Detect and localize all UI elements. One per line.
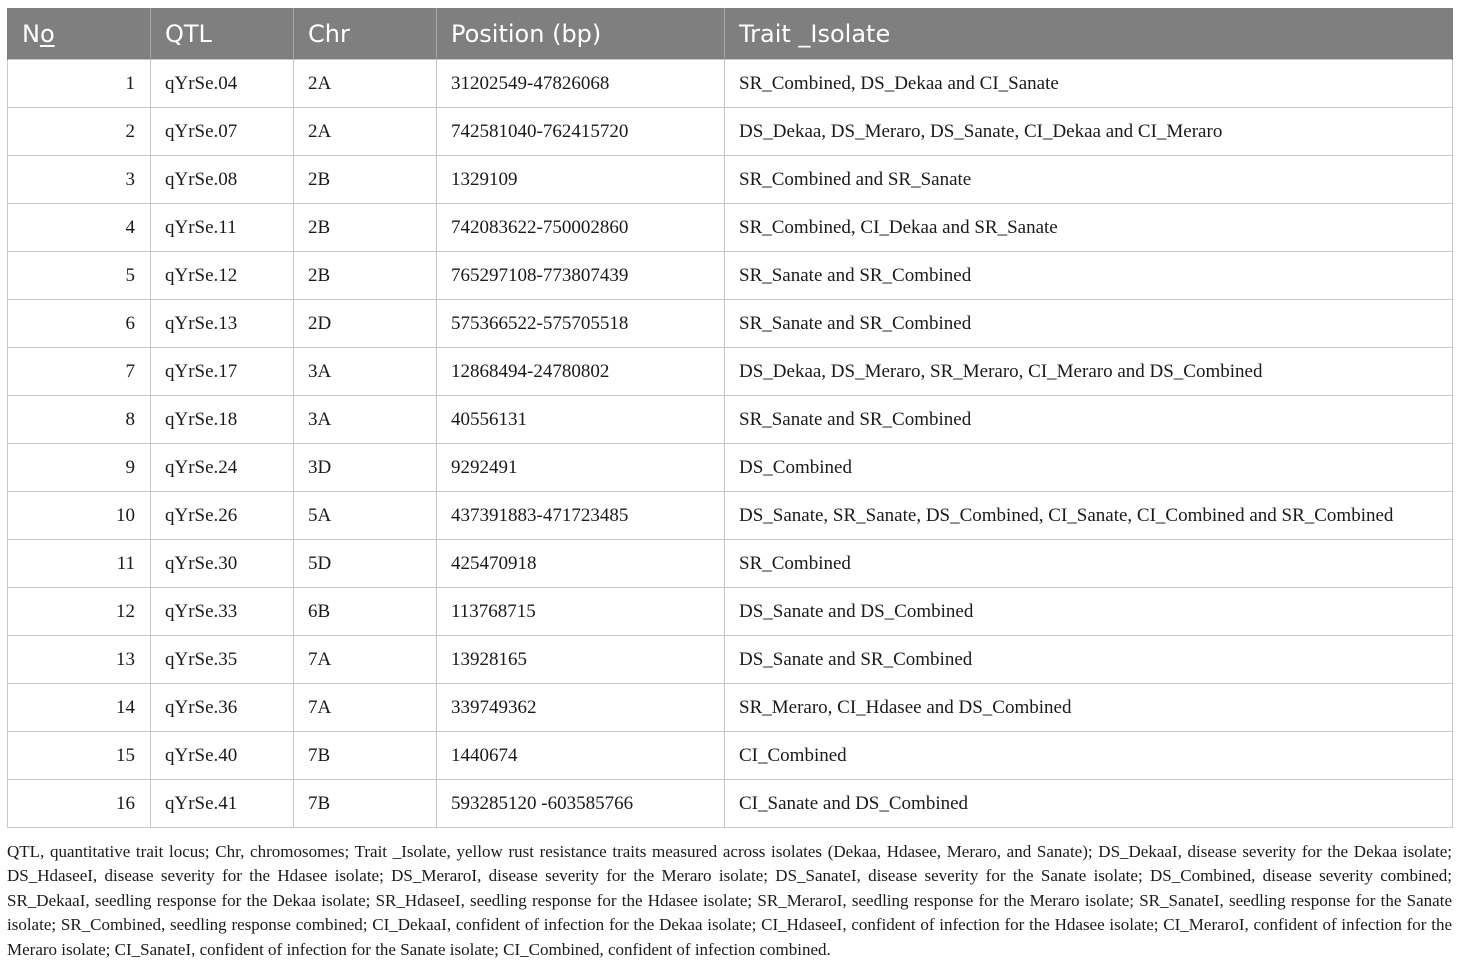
cell-trait: SR_Sanate and SR_Combined xyxy=(725,396,1453,444)
cell-position: 40556131 xyxy=(437,396,725,444)
cell-chr: 7B xyxy=(294,732,437,780)
table-row xyxy=(8,444,1453,492)
cell-position: 12868494-24780802 xyxy=(437,348,725,396)
table-row xyxy=(8,252,1453,300)
cell-qtl: qYrSe.33 xyxy=(151,588,294,636)
cell-no: 2 xyxy=(8,108,151,156)
cell-no: 15 xyxy=(8,732,151,780)
cell-qtl: qYrSe.30 xyxy=(151,540,294,588)
cell-position: 765297108-773807439 xyxy=(437,252,725,300)
cell-qtl: qYrSe.35 xyxy=(151,636,294,684)
cell-chr: 2A xyxy=(294,60,437,108)
table-row xyxy=(8,156,1453,204)
cell-no: 10 xyxy=(8,492,151,540)
cell-no: 14 xyxy=(8,684,151,732)
cell-no: 4 xyxy=(8,204,151,252)
table-header-row xyxy=(8,8,1453,60)
qtl-table-container xyxy=(7,8,1452,828)
table-row xyxy=(8,204,1453,252)
table-row xyxy=(8,588,1453,636)
cell-position: 575366522-575705518 xyxy=(437,300,725,348)
table-row xyxy=(8,540,1453,588)
cell-qtl: qYrSe.13 xyxy=(151,300,294,348)
cell-qtl: qYrSe.11 xyxy=(151,204,294,252)
cell-chr: 3A xyxy=(294,348,437,396)
header-no-suffix: o xyxy=(39,19,55,48)
cell-position: 113768715 xyxy=(437,588,725,636)
cell-chr: 7A xyxy=(294,684,437,732)
cell-chr: 3D xyxy=(294,444,437,492)
cell-position: 1329109 xyxy=(437,156,725,204)
cell-qtl: qYrSe.17 xyxy=(151,348,294,396)
cell-trait: SR_Sanate and SR_Combined xyxy=(725,252,1453,300)
header-no-prefix: N xyxy=(22,19,40,48)
cell-position: 437391883-471723485 xyxy=(437,492,725,540)
cell-position: 425470918 xyxy=(437,540,725,588)
cell-no: 3 xyxy=(8,156,151,204)
cell-no: 13 xyxy=(8,636,151,684)
cell-position: 742581040-762415720 xyxy=(437,108,725,156)
header-trait: Trait _Isolate xyxy=(725,8,1453,60)
cell-chr: 3A xyxy=(294,396,437,444)
cell-position: 593285120 -603585766 xyxy=(437,780,725,828)
cell-chr: 2D xyxy=(294,300,437,348)
qtl-table xyxy=(7,8,1453,828)
cell-qtl: qYrSe.07 xyxy=(151,108,294,156)
cell-qtl: qYrSe.12 xyxy=(151,252,294,300)
cell-trait: DS_Sanate, SR_Sanate, DS_Combined, CI_Sanate, CI_Combined and SR_Combined xyxy=(725,492,1453,540)
cell-trait: SR_Combined, CI_Dekaa and SR_Sanate xyxy=(725,204,1453,252)
table-row xyxy=(8,108,1453,156)
cell-chr: 7A xyxy=(294,636,437,684)
cell-qtl: qYrSe.04 xyxy=(151,60,294,108)
cell-no: 5 xyxy=(8,252,151,300)
header-qtl: QTL xyxy=(151,8,294,60)
cell-no: 1 xyxy=(8,60,151,108)
cell-qtl: qYrSe.40 xyxy=(151,732,294,780)
cell-no: 6 xyxy=(8,300,151,348)
cell-chr: 2B xyxy=(294,252,437,300)
cell-qtl: qYrSe.41 xyxy=(151,780,294,828)
header-chr: Chr xyxy=(294,8,437,60)
table-row xyxy=(8,636,1453,684)
cell-trait: DS_Sanate and DS_Combined xyxy=(725,588,1453,636)
cell-qtl: qYrSe.18 xyxy=(151,396,294,444)
table-row xyxy=(8,780,1453,828)
header-no xyxy=(8,8,151,60)
cell-position: 9292491 xyxy=(437,444,725,492)
table-body xyxy=(8,60,1453,828)
cell-qtl: qYrSe.36 xyxy=(151,684,294,732)
table-row xyxy=(8,684,1453,732)
cell-trait: CI_Sanate and DS_Combined xyxy=(725,780,1453,828)
table-row xyxy=(8,732,1453,780)
cell-position: 339749362 xyxy=(437,684,725,732)
cell-chr: 2B xyxy=(294,156,437,204)
cell-trait: SR_Meraro, CI_Hdasee and DS_Combined xyxy=(725,684,1453,732)
cell-qtl: qYrSe.26 xyxy=(151,492,294,540)
table-row xyxy=(8,396,1453,444)
cell-trait: SR_Combined, DS_Dekaa and CI_Sanate xyxy=(725,60,1453,108)
table-row xyxy=(8,348,1453,396)
cell-trait: DS_Sanate and SR_Combined xyxy=(725,636,1453,684)
cell-no: 7 xyxy=(8,348,151,396)
cell-trait: CI_Combined xyxy=(725,732,1453,780)
cell-chr: 5A xyxy=(294,492,437,540)
cell-no: 8 xyxy=(8,396,151,444)
cell-trait: DS_Combined xyxy=(725,444,1453,492)
cell-trait: DS_Dekaa, DS_Meraro, DS_Sanate, CI_Dekaa and CI_Meraro xyxy=(725,108,1453,156)
cell-no: 11 xyxy=(8,540,151,588)
cell-chr: 2B xyxy=(294,204,437,252)
cell-position: 31202549-47826068 xyxy=(437,60,725,108)
cell-chr: 7B xyxy=(294,780,437,828)
cell-chr: 2A xyxy=(294,108,437,156)
cell-qtl: qYrSe.08 xyxy=(151,156,294,204)
table-row xyxy=(8,60,1453,108)
cell-chr: 6B xyxy=(294,588,437,636)
header-position: Position (bp) xyxy=(437,8,725,60)
cell-no: 9 xyxy=(8,444,151,492)
cell-trait: SR_Sanate and SR_Combined xyxy=(725,300,1453,348)
cell-position: 1440674 xyxy=(437,732,725,780)
table-row xyxy=(8,300,1453,348)
cell-no: 12 xyxy=(8,588,151,636)
cell-trait: SR_Combined xyxy=(725,540,1453,588)
cell-position: 742083622-750002860 xyxy=(437,204,725,252)
table-footnote: QTL, quantitative trait locus; Chr, chromosomes; Trait _Isolate, yellow rust resistance traits measured across isolates (Dekaa, Hdasee, Meraro, and Sanate); DS_DekaaI, disease severity for the Dekaa isolate; DS_HdaseeI, disease severity for the Hdasee isolate; DS_MeraroI, disease severity for the Meraro isolate; DS_SanateI, disease severity for the Sanate isolate; DS_Combined, disease severity combined; SR_DekaaI, seedling response for the Dekaa isolate; SR_HdaseeI, seedling response for the Hdasee isolate; SR_MeraroI, seedling response for the Meraro isolate; SR_SanateI, seedling response for the Sanate isolate; SR_Combined, seedling response combined; CI_DekaaI, confident of infection for the Dekaa isolate; CI_HdaseeI, confident of infection for the Hdasee isolate; CI_MeraroI, confident of infection for the Meraro isolate; CI_SanateI, confident of infection for the Sanate isolate; CI_Combined, confident of infection combined. xyxy=(7,842,1452,959)
cell-trait: SR_Combined and SR_Sanate xyxy=(725,156,1453,204)
cell-position: 13928165 xyxy=(437,636,725,684)
cell-qtl: qYrSe.24 xyxy=(151,444,294,492)
table-row xyxy=(8,492,1453,540)
cell-no: 16 xyxy=(8,780,151,828)
cell-chr: 5D xyxy=(294,540,437,588)
cell-trait: DS_Dekaa, DS_Meraro, SR_Meraro, CI_Meraro and DS_Combined xyxy=(725,348,1453,396)
